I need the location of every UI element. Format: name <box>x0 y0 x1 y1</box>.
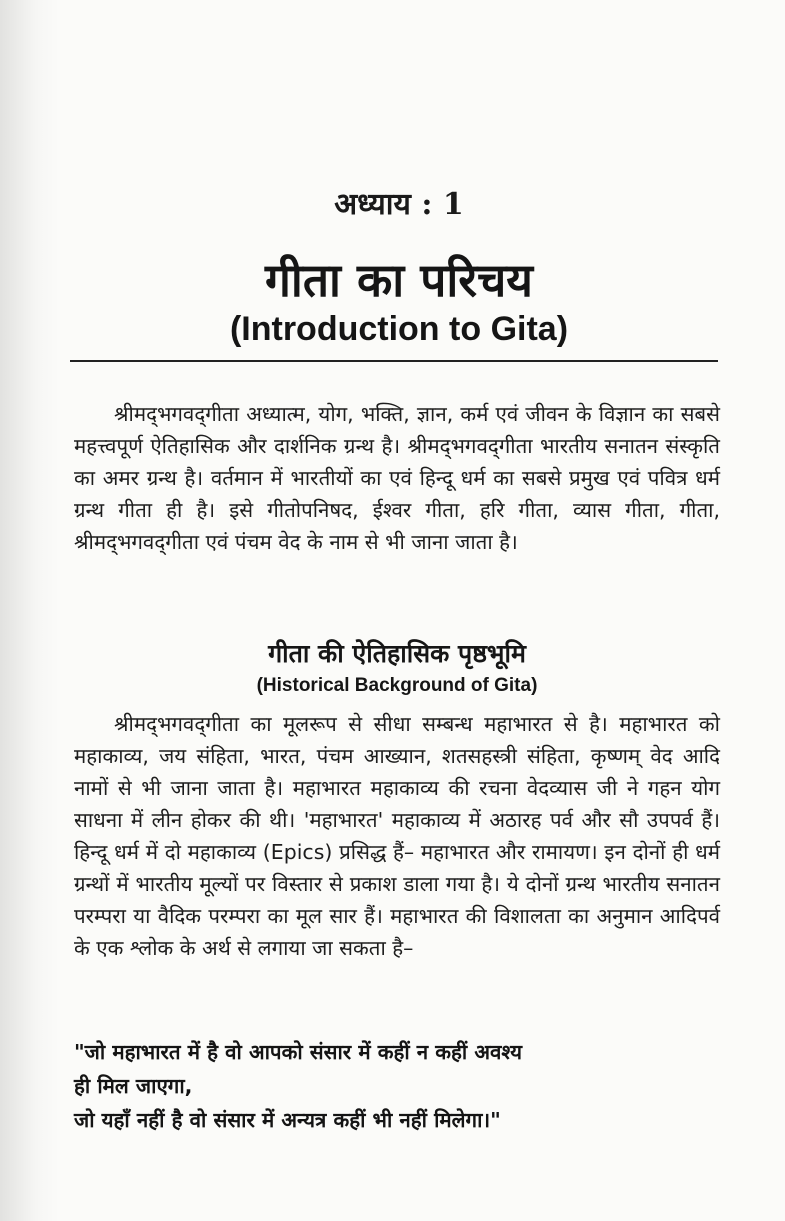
quote-line: "जो महाभारत में है वो आपको संसार में कहीं न कहीं अवश्य <box>74 1040 523 1064</box>
book-page <box>74 0 724 1221</box>
title-divider <box>70 360 718 362</box>
chapter-title: गीता का परिचय <box>265 253 533 307</box>
history-paragraph: श्रीमद्‌भगवद्‌गीता का मूलरूप से सीधा सम्बन्ध महाभारत से है। महाभारत को महाकाव्य, जय संहिता, भारत, पंचम आख्यान, शतसहस्त्री संहिता, कृष्णम् वेद आदि नामों से भी जाना जाता है। महाभारत महाकाव्य की रचना वेदव्यास जी ने गहन योग साधना में लीन होकर की थी। 'महाभारत' महाकाव्य में अठारह पर्व और सौ उपपर्व हैं। हिन्दू धर्म में दो महाकाव्य (Epics) प्रसिद्ध हैं– महाभारत और रामायण। इन दोनों ही धर्म ग्रन्थों में भारतीय मूल्यों पर विस्तार से प्रकाश डाला गया है। ये दोनों ग्रन्थ भारतीय सनातन परम्परा या वैदिक परम्परा का मूल सार हैं। महाभारत की विशालता का अनुमान आदिपर्व के एक श्लोक के अर्थ से लगाया जा सकता है– <box>74 712 720 960</box>
quote-line: ही मिल जाएगा, <box>74 1074 193 1098</box>
chapter-subtitle: (Introduction to Gita) <box>229 310 569 348</box>
chapter-number: अध्याय : 1 <box>334 187 464 222</box>
quote-line: जो यहाँ नहीं है वो संसार में अन्यत्र कहीं भी नहीं मिलेगा।" <box>74 1108 501 1132</box>
page-edge-shadow <box>0 0 60 1221</box>
intro-paragraph: श्रीमद्‌भगवद्‌गीता अध्यात्म, योग, भक्ति, ज्ञान, कर्म एवं जीवन के विज्ञान का सबसे महत्त्वपूर्ण ऐतिहासिक और दार्शनिक ग्रन्थ है। श्रीमद्‌भगवद्‌गीता भारतीय सनातन संस्कृति का अमर ग्रन्थ है। वर्तमान में भारतीयों का एवं हिन्दू धर्म का सबसे प्रमुख एवं पवित्र धर्म ग्रन्थ गीता ही है। इसे गीतोपनिषद, ईश्वर गीता, हरि गीता, व्यास गीता, गीता, श्रीमद्‌भगवद्‌गीता एवं पंचम वेद के नाम से भी जाना जाता है। <box>74 402 720 554</box>
section-heading: गीता की ऐतिहासिक पृष्ठभूमि <box>268 639 526 668</box>
section-subheading: (Historical Background of Gita) <box>256 675 538 696</box>
quotation-block <box>74 1035 720 1137</box>
